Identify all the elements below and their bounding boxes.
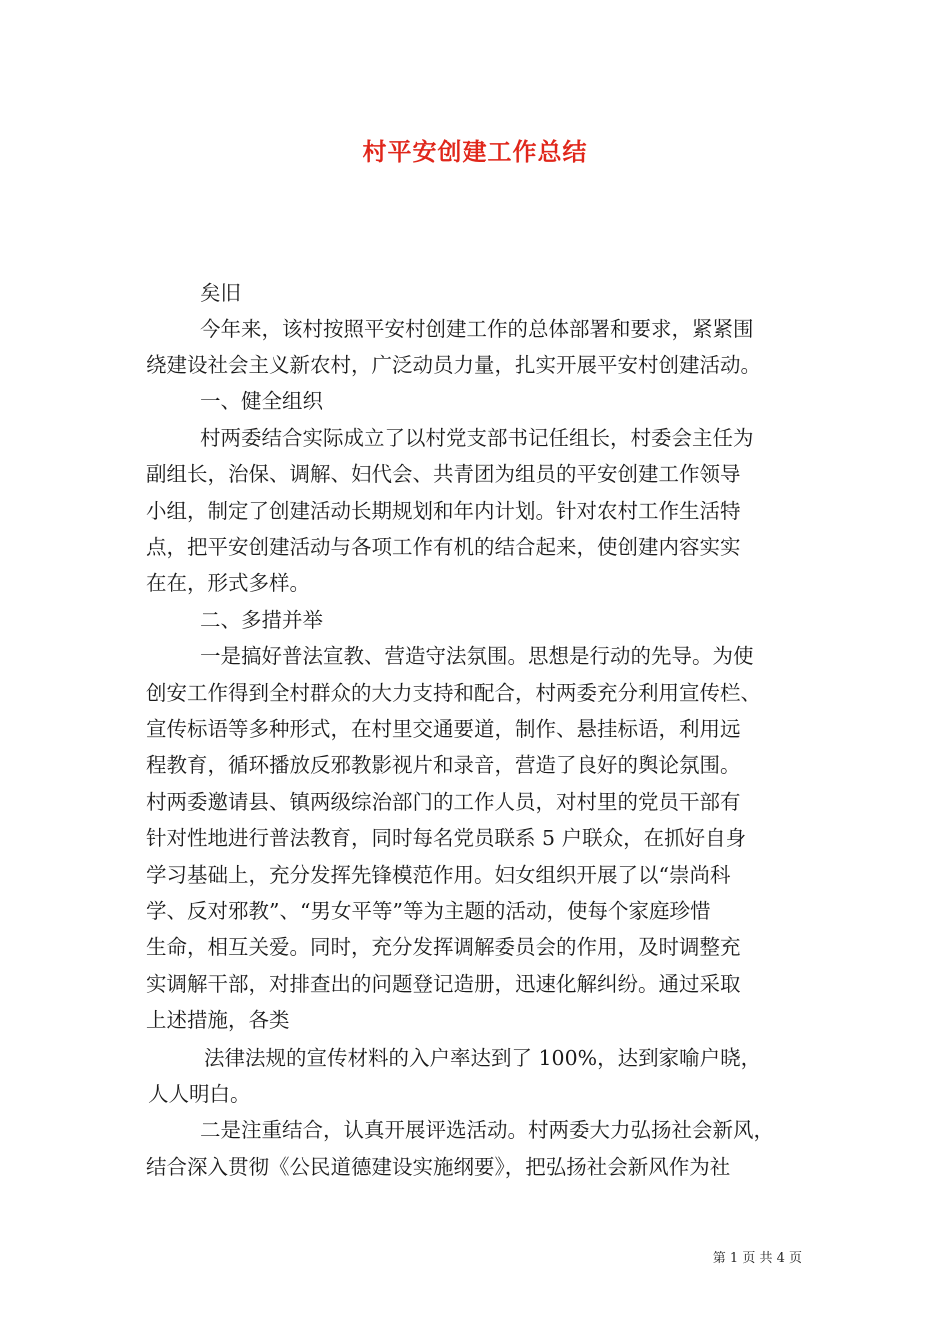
- text-line-21: 上述措施，各类: [146, 1008, 290, 1032]
- text-line-13: 宣传标语等多种形式，在村里交通要道，制作、悬挂标语，利用远: [146, 717, 741, 741]
- text-line-20: 实调解干部，对排查出的问题登记造册，迅速化解纠纷。通过采取: [146, 972, 741, 996]
- text-line-23: 人人明白。: [148, 1082, 251, 1106]
- text-line-9: 在在，形式多样。: [146, 571, 310, 595]
- text-line-6: 副组长，治保、调解、妇代会、共青团为组员的平安创建工作领导: [146, 462, 741, 486]
- text-line-15: 村两委邀请县、镇两级综治部门的工作人员，对村里的党员干部有: [146, 790, 741, 814]
- text-line-14: 程教育，循环播放反邪教影视片和录音，营造了良好的舆论氛围。: [146, 753, 741, 777]
- text-line-19: 生命，相互关爱。同时，充分发挥调解委员会的作用，及时调整充: [146, 935, 741, 959]
- section-heading-2: 二、多措并举: [200, 608, 323, 632]
- text-line-16: 针对性地进行普法教育，同时每名党员联系 5 户联众，在抓好自身: [146, 826, 747, 850]
- page-number: 第 1 页 共 4 页: [712, 1251, 802, 1266]
- text-line-5: 村两委结合实际成立了以村党支部书记任组长，村委会主任为: [200, 426, 754, 450]
- text-line-24: 二是注重结合，认真开展评选活动。村两委大力弘扬社会新风，: [200, 1118, 774, 1142]
- section-heading-1: 一、健全组织: [200, 389, 323, 413]
- text-line-8: 点，把平安创建活动与各项工作有机的结合起来，使创建内容实实: [146, 535, 741, 559]
- text-line-22: 法律法规的宣传材料的入户率达到了 100%，达到家喻户晓，: [204, 1046, 762, 1070]
- document-title: 村平安创建工作总结: [362, 138, 588, 166]
- text-line-25: 结合深入贯彻《公民道德建设实施纲要》，把弘扬社会新风作为社: [146, 1155, 731, 1179]
- text-line-3: 绕建设社会主义新农村，广泛动员力量，扎实开展平安村创建活动。: [146, 353, 761, 377]
- text-line-17: 学习基础上，充分发挥先锋模范作用。妇女组织开展了以“崇尚科: [146, 863, 731, 887]
- text-line-7: 小组，制定了创建活动长期规划和年内计划。针对农村工作生活特: [146, 499, 741, 523]
- text-line-12: 创安工作得到全村群众的大力支持和配合，村两委充分利用宣传栏、: [146, 681, 761, 705]
- text-line-2: 今年来，该村按照平安村创建工作的总体部署和要求，紧紧围: [200, 317, 754, 341]
- text-line-18: 学、反对邪教”、“男女平等”等为主题的活动，使每个家庭珍惜: [146, 899, 711, 923]
- text-line-11: 一是搞好普法宣教、营造守法氛围。思想是行动的先导。为使: [200, 644, 754, 668]
- text-line-1: 矣旧: [200, 281, 241, 305]
